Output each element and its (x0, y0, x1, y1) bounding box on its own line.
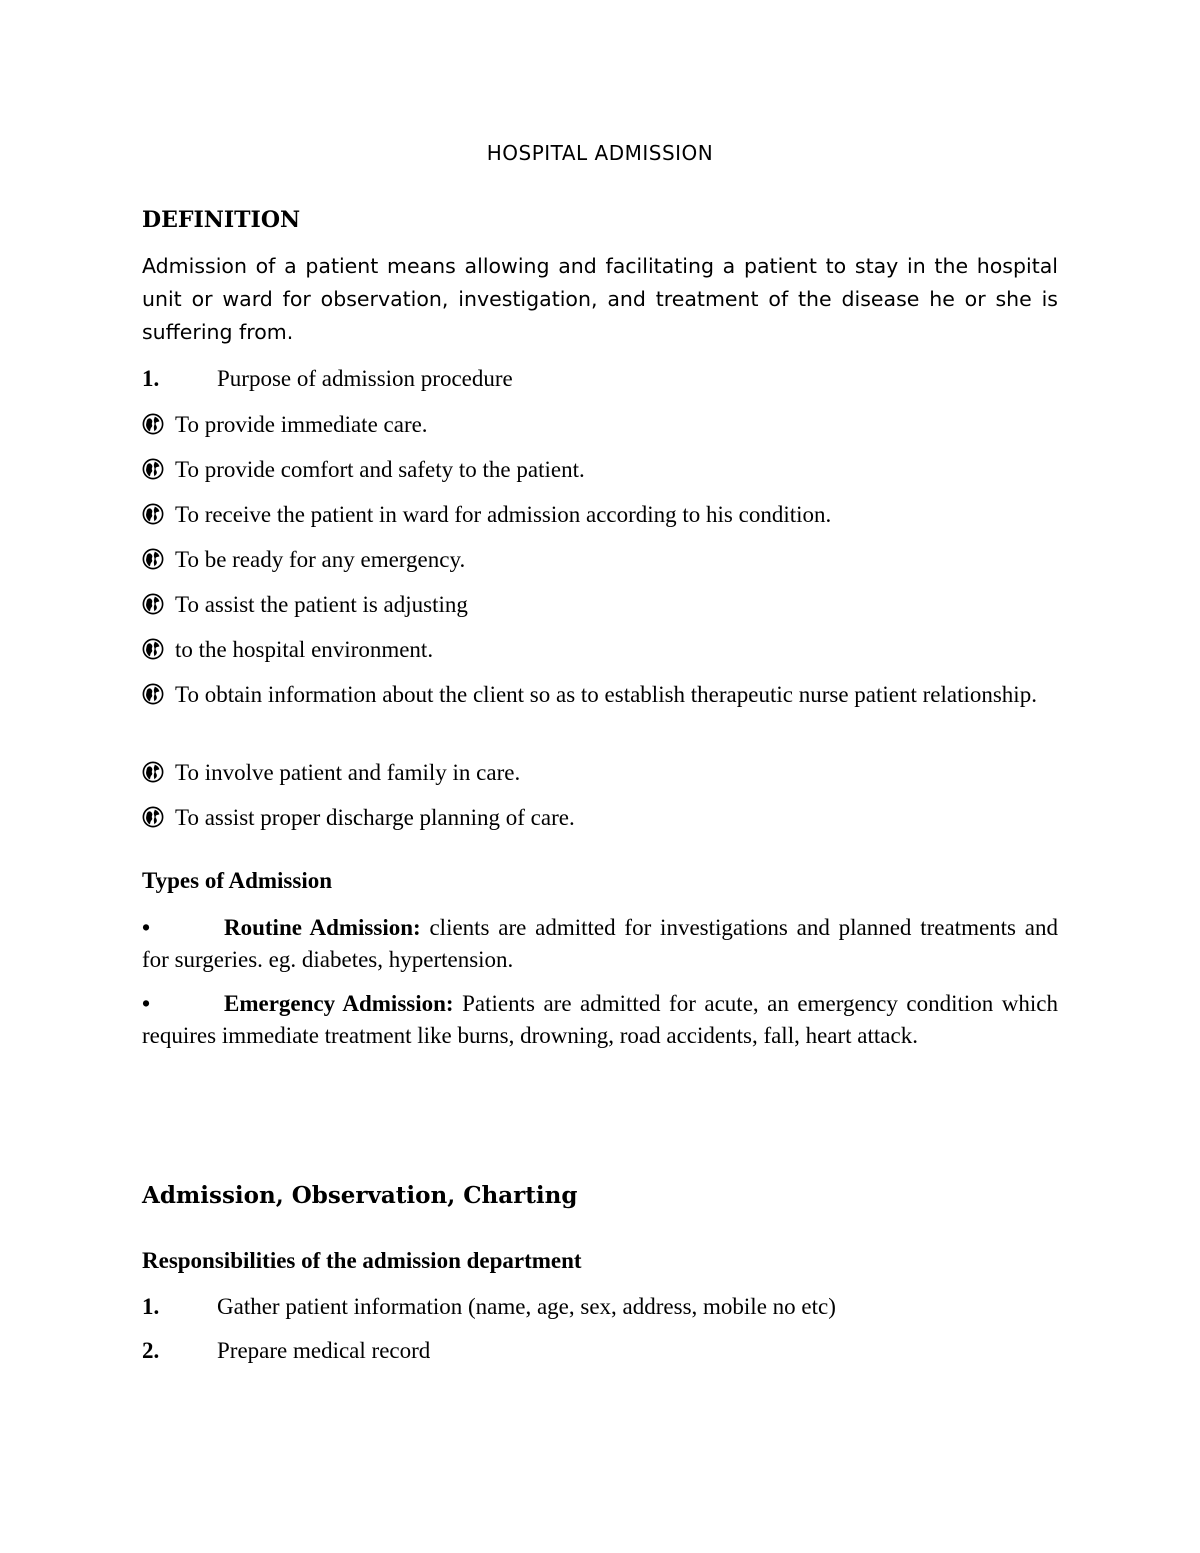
definition-heading: DEFINITION (142, 207, 301, 233)
item-text: Prepare medical record (217, 1338, 431, 1363)
item-number: 1. (142, 1294, 160, 1319)
type-text: clients are admitted for investigations and planned treatments and for surgeries. eg. diabetes, hypertension. (142, 915, 1059, 972)
globe-icon (142, 412, 164, 434)
type-item-emergency (142, 988, 1058, 1052)
purpose-item (142, 757, 1058, 789)
type-label: Emergency Admission: (224, 991, 454, 1016)
responsibilities-heading: Responsibilities of the admission department (142, 1248, 582, 1273)
type-label: Routine Admission: (224, 915, 421, 940)
purpose-item (142, 634, 1058, 666)
types-heading: Types of Admission (142, 868, 333, 893)
purpose-item (142, 409, 1058, 441)
globe-icon (142, 760, 164, 782)
globe-icon (142, 805, 164, 827)
section2-heading: Admission, Observation, Charting (142, 1182, 578, 1209)
bullet-dot: • (142, 991, 151, 1016)
bullet-dot: • (142, 915, 151, 940)
purpose-item-text: To provide immediate care. (175, 412, 428, 437)
globe-icon (142, 592, 164, 614)
purpose-item-text: To be ready for any emergency. (175, 547, 466, 572)
globe-icon (142, 457, 164, 479)
purpose-item (142, 679, 1058, 711)
purpose-item-text: To involve patient and family in care. (175, 760, 521, 785)
responsibility-item (142, 1294, 1058, 1320)
purpose-heading-row (142, 366, 1058, 392)
purpose-item (142, 499, 1058, 531)
purpose-item-text: to the hospital environment. (175, 637, 434, 662)
responsibility-item (142, 1338, 1058, 1364)
purpose-item-text: To obtain information about the client so as to establish therapeutic nurse patient relationship. (175, 682, 1037, 707)
definition-text: Admission of a patient means allowing and facilitating a patient to stay in the hospital unit or ward for observation, investigation, and treatment of the disease he or she is suffering from. (142, 254, 1058, 344)
purpose-item (142, 454, 1058, 486)
globe-icon (142, 502, 164, 524)
type-text: Patients are admitted for acute, an emergency condition which requires immediate treatment like burns, drowning, road accidents, fall, heart attack. (142, 991, 1059, 1048)
globe-icon (142, 682, 164, 704)
purpose-item-text: To receive the patient in ward for admission according to his condition. (175, 502, 832, 527)
purpose-item (142, 589, 1058, 621)
globe-icon (142, 547, 164, 569)
globe-icon (142, 637, 164, 659)
purpose-item-text: To provide comfort and safety to the patient. (175, 457, 585, 482)
item-text: Gather patient information (name, age, sex, address, mobile no etc) (217, 1294, 836, 1319)
item-number: 2. (142, 1338, 160, 1363)
type-item-routine (142, 912, 1058, 976)
purpose-item (142, 802, 1058, 834)
purpose-number: 1. (142, 366, 160, 391)
purpose-item (142, 544, 1058, 576)
purpose-item-text: To assist proper discharge planning of care. (175, 805, 575, 830)
document-title: HOSPITAL ADMISSION (486, 141, 714, 165)
purpose-item-text: To assist the patient is adjusting (175, 592, 468, 617)
purpose-heading: Purpose of admission procedure (217, 366, 513, 391)
